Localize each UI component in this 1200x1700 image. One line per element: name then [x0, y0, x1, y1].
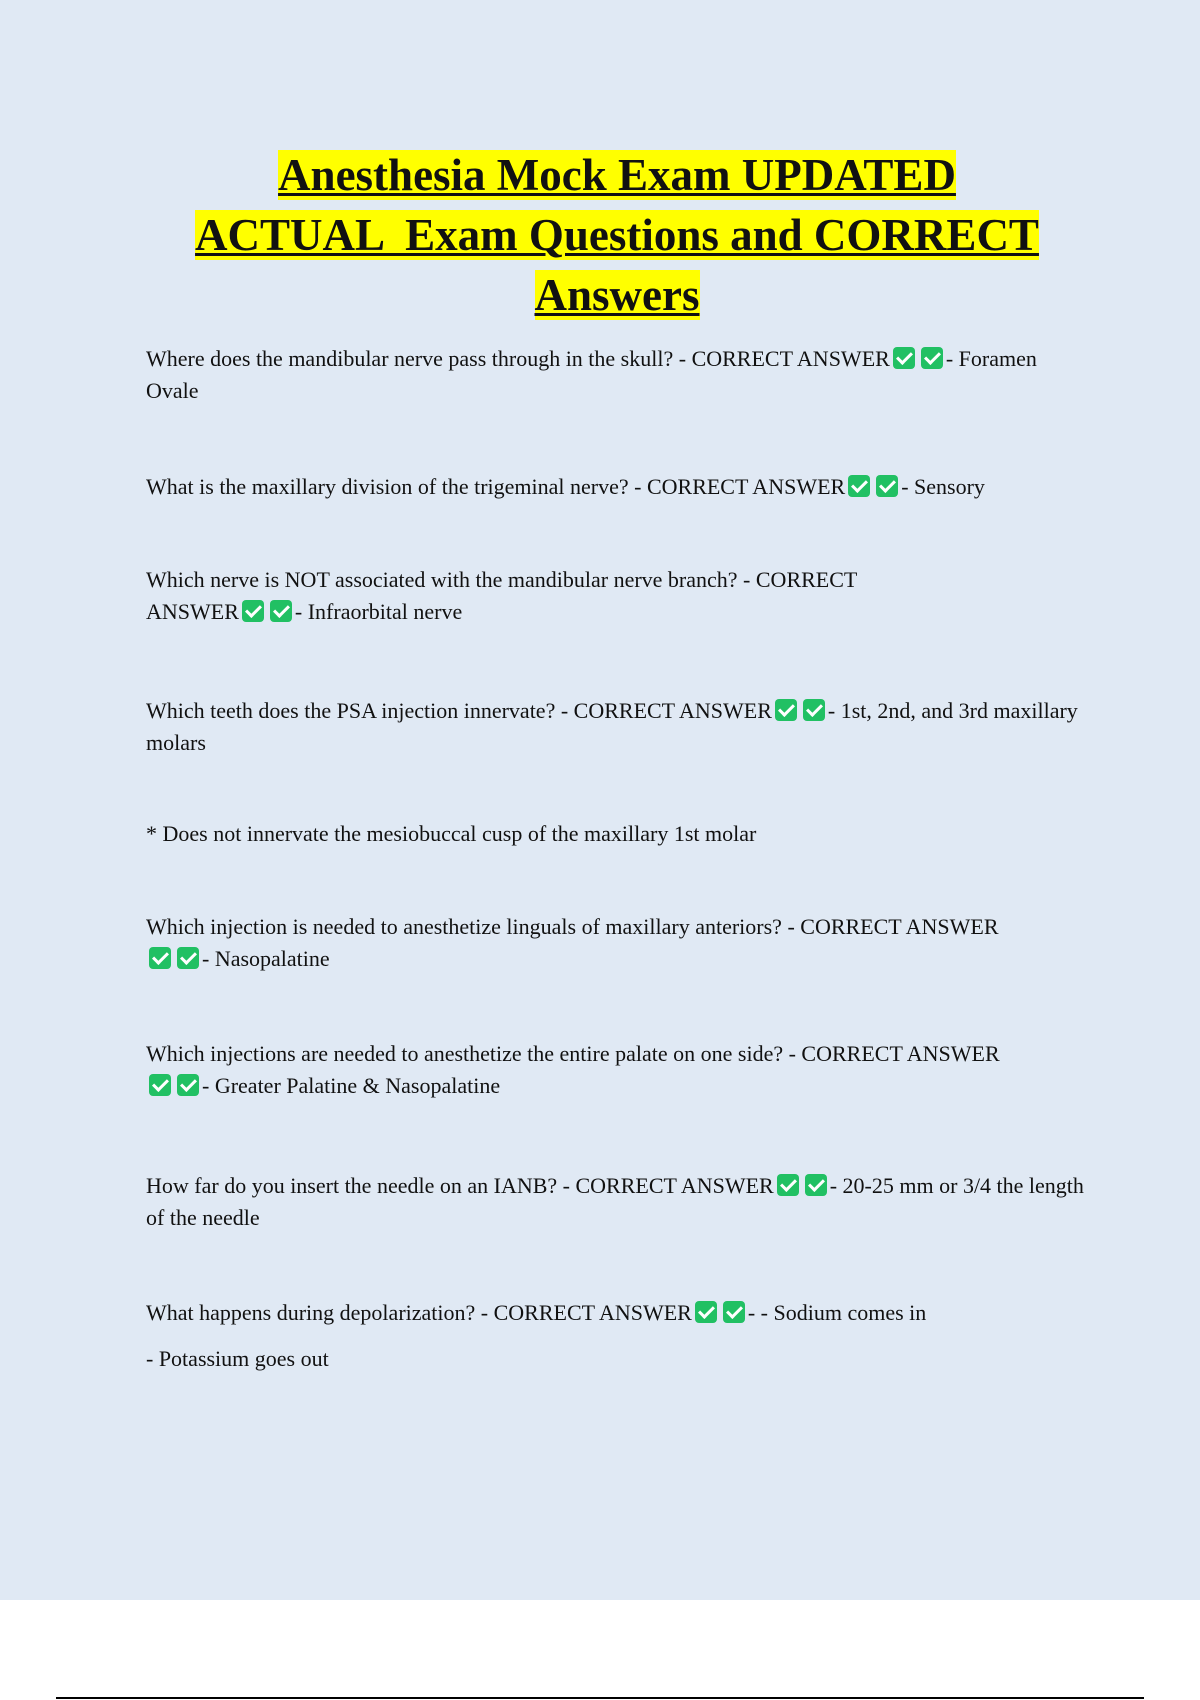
- qa-item-5: [146, 911, 1006, 975]
- check-icon: [848, 475, 870, 497]
- check-icon: [893, 347, 915, 369]
- question-text: Which nerve is NOT associated with the mandibular nerve branch? - CORRECT ANSWER: [146, 567, 857, 624]
- document-title: [100, 145, 1134, 325]
- question-text: How far do you insert the needle on an IANB? - CORRECT ANSWER: [146, 1173, 774, 1198]
- qa-item-4: [146, 695, 1086, 759]
- check-icon: [270, 600, 292, 622]
- check-icon: [723, 1301, 745, 1323]
- question-text: What is the maxillary division of the trigeminal nerve? - CORRECT ANSWER: [146, 474, 846, 499]
- question-text: Where does the mandibular nerve pass through in the skull? - CORRECT ANSWER: [146, 346, 890, 371]
- title-line-1: Anesthesia Mock Exam UPDATED: [278, 150, 956, 200]
- qa-item-8: [146, 1297, 1086, 1329]
- check-icon: [777, 1174, 799, 1196]
- check-icon: [177, 947, 199, 969]
- answer-text: - 20-25 mm or 3/4 the length of the needle: [146, 1173, 1084, 1230]
- answer-text: - Sensory: [901, 474, 985, 499]
- qa-item-1: [146, 343, 1086, 407]
- answer-text: - Infraorbital nerve: [294, 599, 463, 624]
- check-icon: [149, 947, 171, 969]
- check-icon: [149, 1074, 171, 1096]
- answer-text: - 1st, 2nd, and 3rd maxillary molars: [146, 698, 1078, 755]
- footer-rule: [56, 1697, 1144, 1699]
- check-icon: [921, 347, 943, 369]
- question-text: What happens during depolarization? - CORRECT ANSWER: [146, 1300, 692, 1325]
- question-text: Which injection is needed to anesthetize linguals of maxillary anteriors? - CORRECT ANSWER: [146, 914, 999, 939]
- note-text: * Does not innervate the mesiobuccal cusp of the maxillary 1st molar: [146, 821, 757, 846]
- qa-item-8-line-2: [146, 1343, 1086, 1375]
- question-text: Which injections are needed to anesthetize the entire palate on one side? - CORRECT ANSWER: [146, 1041, 1000, 1066]
- check-icon: [805, 1174, 827, 1196]
- qa-item-7: [146, 1170, 1086, 1234]
- question-text: Which teeth does the PSA injection innervate? - CORRECT ANSWER: [146, 698, 772, 723]
- check-icon: [803, 699, 825, 721]
- qa-note: [146, 818, 1086, 850]
- check-icon: [695, 1301, 717, 1323]
- check-icon: [177, 1074, 199, 1096]
- check-icon: [242, 600, 264, 622]
- answer-text: - Greater Palatine & Nasopalatine: [202, 1073, 501, 1098]
- check-icon: [775, 699, 797, 721]
- answer-text: - - Sodium comes in: [747, 1300, 927, 1325]
- title-line-3: Answers: [534, 270, 700, 320]
- title-line-2: ACTUAL Exam Questions and CORRECT: [195, 210, 1039, 260]
- qa-item-3: [146, 564, 946, 628]
- answer-text-line-2: - Potassium goes out: [146, 1346, 329, 1371]
- check-icon: [876, 475, 898, 497]
- qa-item-2: [146, 471, 1086, 503]
- answer-text: - Nasopalatine: [202, 946, 330, 971]
- qa-item-6: [146, 1038, 1006, 1102]
- answer-text: - Foramen Ovale: [146, 346, 1037, 403]
